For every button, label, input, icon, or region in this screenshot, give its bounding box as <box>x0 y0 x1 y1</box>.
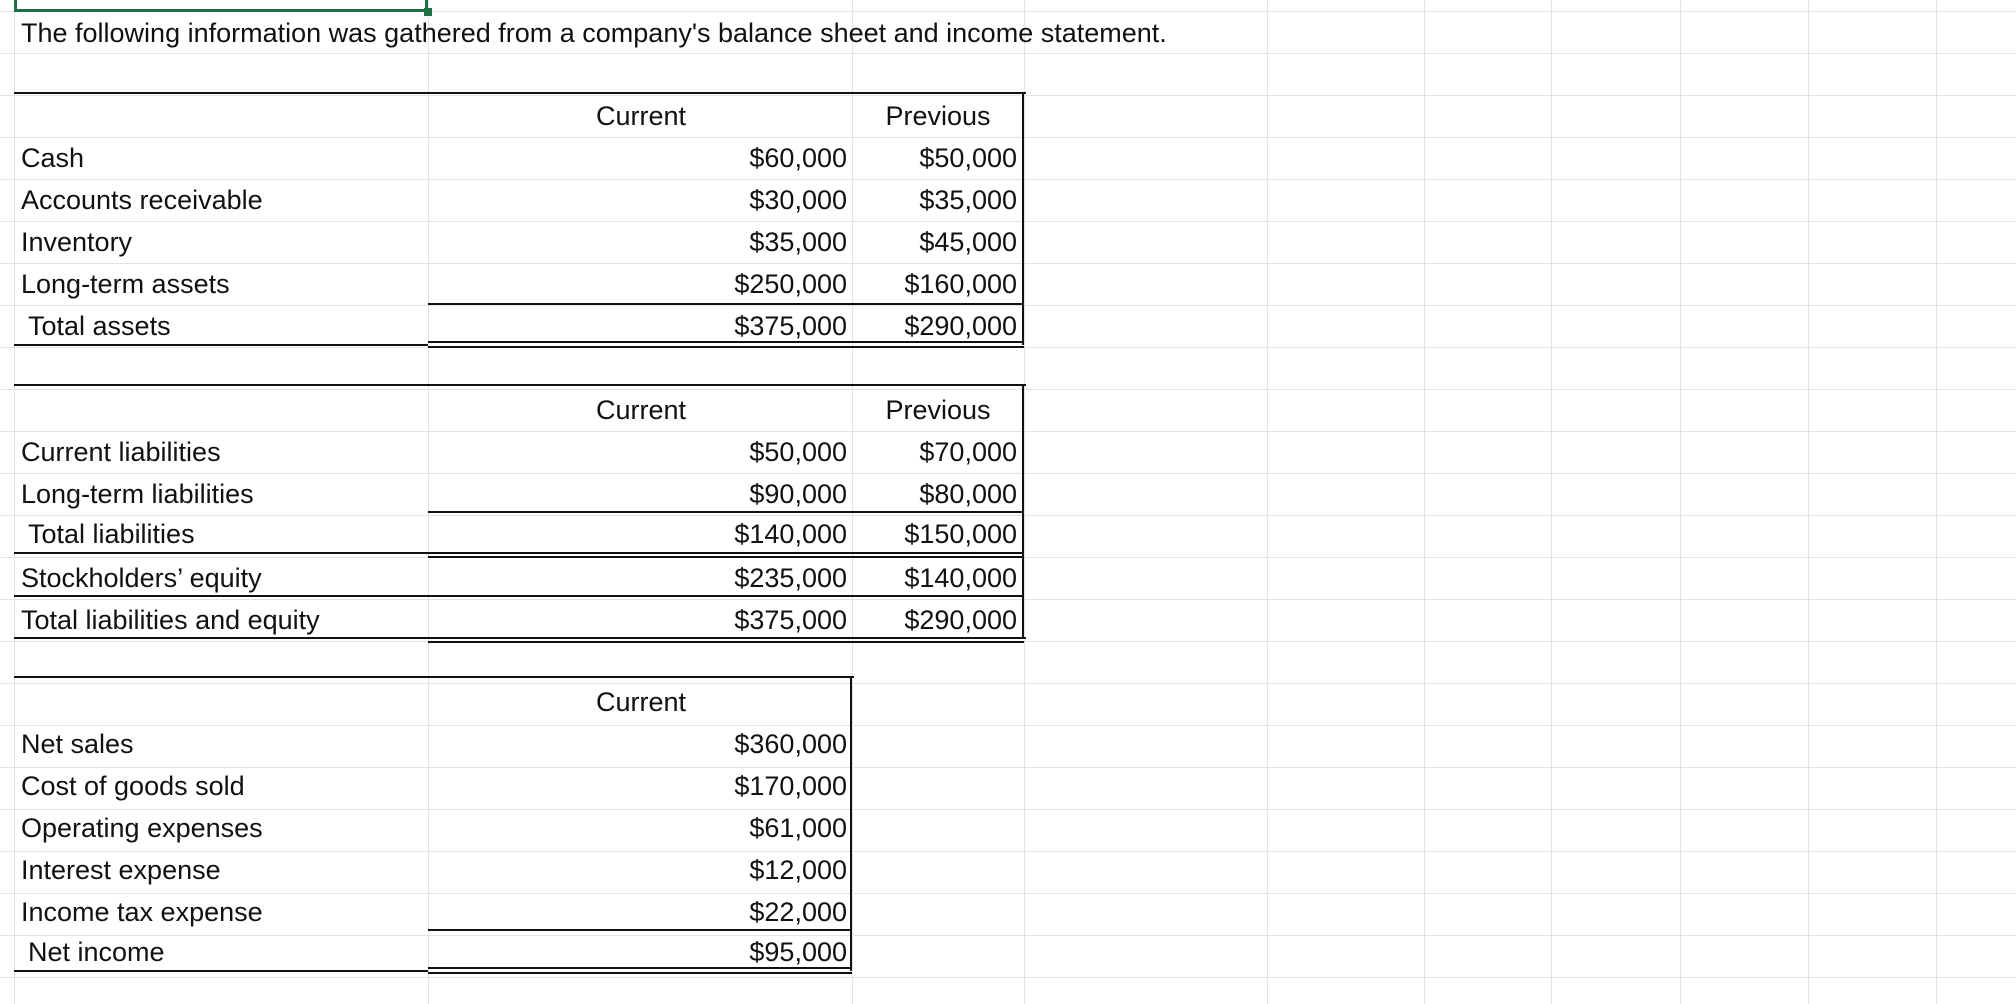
current-value: $375,000 <box>734 311 847 341</box>
current-value: $235,000 <box>734 563 847 593</box>
double-underline <box>428 641 1024 643</box>
column-header-current: Current <box>595 395 687 425</box>
gridline <box>1551 0 1552 1004</box>
gridline <box>1936 0 1937 1004</box>
gridline <box>1808 0 1809 1004</box>
total-underline <box>14 344 428 346</box>
gridline <box>1024 0 1025 1004</box>
gridline <box>1680 0 1681 1004</box>
gridline <box>0 683 2016 684</box>
row-label: Net sales <box>21 729 134 759</box>
row-label: Cash <box>21 143 85 173</box>
current-value: $12,000 <box>749 855 847 885</box>
gridline <box>1424 0 1425 1004</box>
gridline <box>1267 0 1268 1004</box>
subtotal-rule <box>14 595 1024 597</box>
total-underline <box>14 970 428 972</box>
current-value: $60,000 <box>749 143 847 173</box>
current-value: $375,000 <box>734 605 847 635</box>
table-border <box>14 384 1026 386</box>
double-underline <box>428 341 1024 343</box>
gridline <box>0 851 2016 852</box>
row-label: Long-term assets <box>21 269 230 299</box>
previous-value: $290,000 <box>904 605 1017 635</box>
row-label: Current liabilities <box>21 437 221 467</box>
row-label: Income tax expense <box>21 897 263 927</box>
previous-value: $45,000 <box>919 227 1017 257</box>
gridline <box>0 935 2016 936</box>
previous-value: $290,000 <box>904 311 1017 341</box>
double-underline <box>428 967 852 969</box>
column-header-current: Current <box>595 101 687 131</box>
column-header-previous: Previous <box>885 395 991 425</box>
table-border <box>14 676 854 678</box>
gridline <box>14 0 15 1004</box>
current-value: $30,000 <box>749 185 847 215</box>
row-label: Cost of goods sold <box>21 771 245 801</box>
total-label: Total assets <box>28 311 171 341</box>
sheet-title: The following information was gathered from a company's balance sheet and income statement. <box>21 18 1167 48</box>
double-underline <box>14 637 1026 639</box>
total-label: Total liabilities and equity <box>21 605 320 635</box>
previous-value: $35,000 <box>919 185 1017 215</box>
gridline <box>0 893 2016 894</box>
previous-value: $70,000 <box>919 437 1017 467</box>
gridline <box>0 725 2016 726</box>
current-value: $22,000 <box>749 897 847 927</box>
active-cell-selection[interactable] <box>14 0 428 12</box>
double-underline <box>14 552 1024 554</box>
previous-value: $80,000 <box>919 479 1017 509</box>
row-label: Operating expenses <box>21 813 263 843</box>
column-header-current: Current <box>595 687 687 717</box>
row-label: Accounts receivable <box>21 185 263 215</box>
row-label: Long-term liabilities <box>21 479 254 509</box>
previous-value: $140,000 <box>904 563 1017 593</box>
current-value: $250,000 <box>734 269 847 299</box>
previous-value: $50,000 <box>919 143 1017 173</box>
total-label: Net income <box>28 937 165 967</box>
table-border <box>14 92 1026 94</box>
current-value: $35,000 <box>749 227 847 257</box>
current-value: $61,000 <box>749 813 847 843</box>
current-value: $140,000 <box>734 519 847 549</box>
double-underline <box>428 972 852 974</box>
previous-value: $150,000 <box>904 519 1017 549</box>
gridline <box>0 809 2016 810</box>
double-underline <box>428 346 1024 348</box>
gridline <box>0 977 2016 978</box>
row-label: Stockholders’ equity <box>21 563 262 593</box>
gridline <box>852 0 853 1004</box>
column-header-previous: Previous <box>885 101 991 131</box>
current-value: $50,000 <box>749 437 847 467</box>
gridline <box>0 767 2016 768</box>
current-value: $170,000 <box>734 771 847 801</box>
row-label: Inventory <box>21 227 133 257</box>
previous-value: $160,000 <box>904 269 1017 299</box>
current-value: $360,000 <box>734 729 847 759</box>
current-value: $95,000 <box>749 937 847 967</box>
current-value: $90,000 <box>749 479 847 509</box>
row-label: Interest expense <box>21 855 221 885</box>
total-label: Total liabilities <box>28 519 195 549</box>
gridline <box>428 0 429 1004</box>
